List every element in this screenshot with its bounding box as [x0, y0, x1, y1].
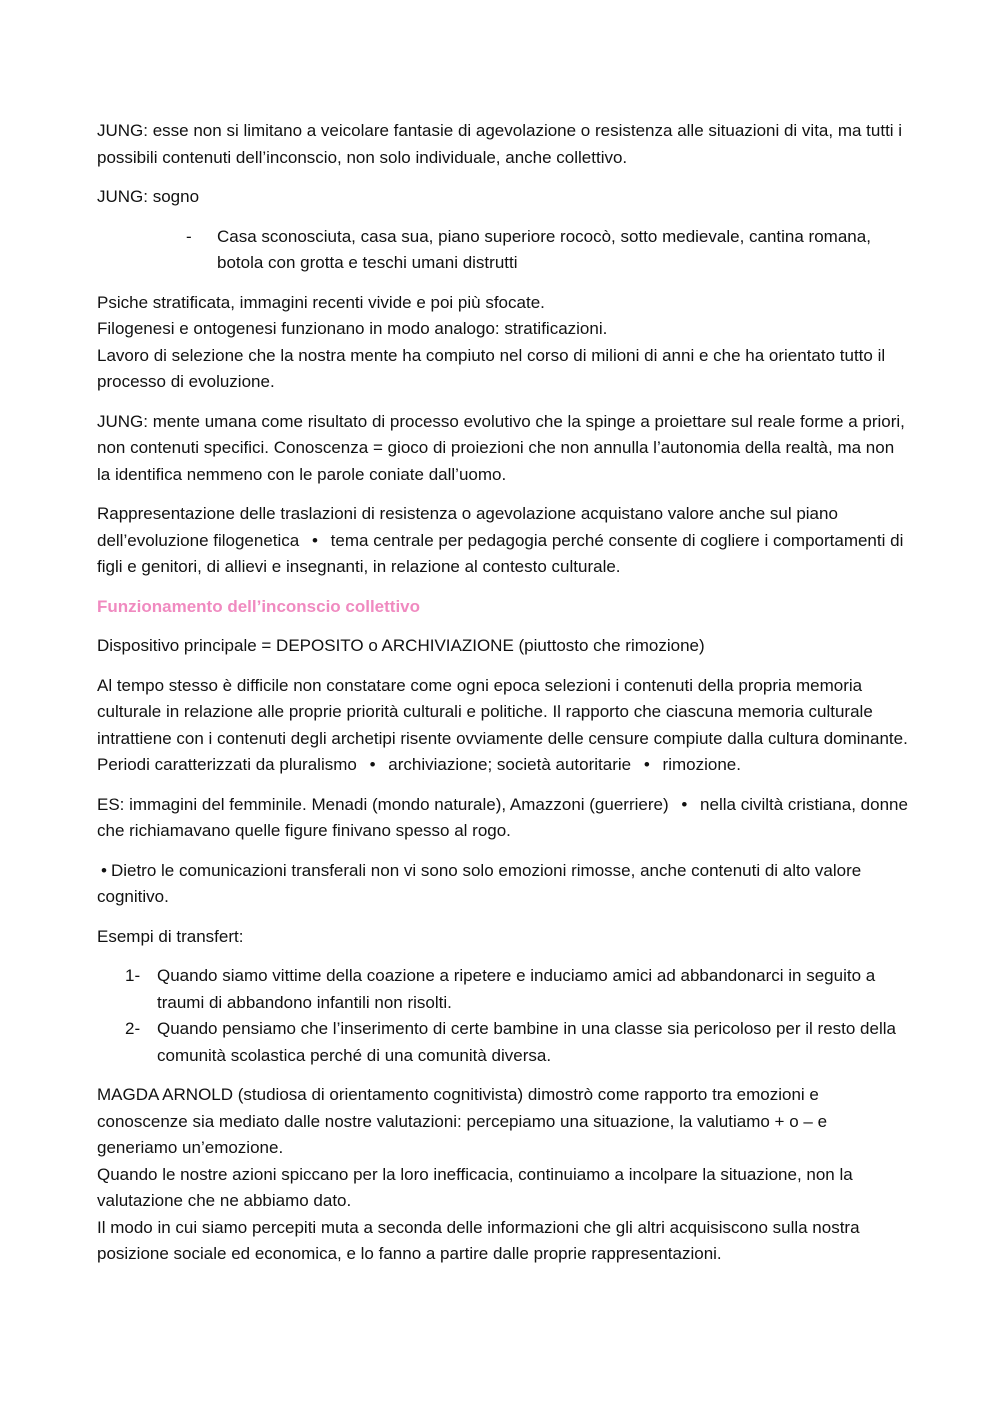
transferential-text: Dietro le comunicazioni transferali non vi sono solo emozioni rimosse, anche contenuti di alto valore cognitivo. — [97, 860, 862, 906]
paragraph-cultural-memory — [97, 673, 909, 779]
paragraph-representation — [97, 501, 909, 581]
transfert-examples-list — [97, 963, 909, 1069]
stratified-line-1: Psiche stratificata, immagini recenti vivide e poi più sfocate. — [97, 292, 545, 312]
paragraph-jung-dream: JUNG: sogno — [97, 187, 200, 206]
stratified-line-2: Filogenesi e ontogenesi funzionano in modo analogo: stratificazioni. — [97, 319, 608, 338]
feminine-text-a: ES: immagini del femminile. Menadi (mondo naturale), Amazzoni (guerriere) — [97, 794, 669, 814]
document-page — [97, 118, 909, 1281]
arnold-line-1: MAGDA ARNOLD (studiosa di orientamento cognitivista) dimostrò come rapporto tra emozioni e conoscenze sia mediato dalle nostre valutazioni: percepiamo una situazione, la valutiamo + o – e generiamo un’emozione. — [97, 1085, 828, 1157]
paragraph-feminine-images — [97, 792, 909, 845]
arnold-line-2: Quando le nostre azioni spiccano per la loro inefficacia, continuiamo a incolpare la situazione, non la valutazione che ne abbiamo dato. — [97, 1164, 853, 1210]
cultural-memory-text-c: rimozione. — [662, 755, 741, 774]
paragraph-jung-mind: JUNG: mente umana come risultato di processo evolutivo che la spinge a proiettare sul reale forme a priori, non contenuti specifici. Conoscenza = gioco di proiezioni che non annulla l’autonomia della realtà, ma non la identifica nemmeno con le parole coniate dall’uomo. — [97, 411, 905, 484]
list-item — [97, 1016, 909, 1069]
representation-text-a: Rappresentazione delle traslazioni di resistenza o agevolazione acquistano valore anche sul piano dell’evoluzione filogenetica — [97, 504, 838, 550]
paragraph-magda-arnold — [97, 1082, 909, 1268]
bullet-icon: • — [643, 755, 650, 774]
bullet-icon: • — [681, 794, 688, 814]
dash-marker: - — [186, 226, 192, 246]
dream-list-item — [97, 224, 909, 277]
bullet-icon: • — [369, 755, 376, 774]
cultural-memory-text-a: Al tempo stesso è difficile non constatare come ogni epoca selezioni i contenuti della propria memoria culturale in relazione alle proprie priorità culturali e politiche. Il rapporto che ciascuna memoria culturale intrattiene con i contenuti degli archetipi risente ovviamente delle censure compiute dalla cultura dominante. Periodi caratterizzati da pluralismo — [97, 675, 908, 774]
list-number: 2- — [125, 1019, 141, 1038]
arnold-line-3: Il modo in cui siamo percepiti muta a seconda delle informazioni che gli altri acquisiscono sulla nostra posizione sociale ed economica, e lo fanno a partire dalle proprie rappresentazioni. — [97, 1217, 860, 1263]
paragraph-main-device: Dispositivo principale = DEPOSITO o ARCHIVIAZIONE (piuttosto che rimozione) — [97, 636, 705, 655]
bullet-icon: • — [311, 530, 318, 550]
dream-item-text: Casa sconosciuta, casa sua, piano superiore rococò, sotto medievale, cantina romana, botola con grotta e teschi umani distrutti — [217, 226, 871, 272]
paragraph-transfert-examples-label: Esempi di transfert: — [97, 926, 244, 946]
list-item-text: Quando siamo vittime della coazione a ripetere e induciamo amici ad abbandonarci in seguito a traumi di abbandono infantili non risolti. — [157, 966, 876, 1012]
list-item-text: Quando pensiamo che l’inserimento di certe bambine in una classe sia pericoloso per il resto della comunità scolastica perché di una comunità diversa. — [157, 1019, 896, 1065]
paragraph-stratified-psyche — [97, 290, 909, 396]
list-item — [97, 963, 909, 1016]
bullet-icon: • — [101, 860, 107, 880]
stratified-line-3: Lavoro di selezione che la nostra mente ha compiuto nel corso di milioni di anni e che ha orientato tutto il processo di evoluzione. — [97, 345, 886, 391]
section-heading: Funzionamento dell’inconscio collettivo — [97, 596, 421, 616]
feminine-text-b: nella civiltà cristiana, donne che richiamavano quelle figure finivano spesso al rogo. — [97, 794, 908, 840]
paragraph-jung-contents: JUNG: esse non si limitano a veicolare fantasie di agevolazione o resistenza alle situazioni di vita, ma tutti i possibili contenuti dell’inconscio, non solo individuale, anche collettivo. — [97, 121, 903, 167]
paragraph-transferential — [97, 858, 909, 911]
cultural-memory-text-b: archiviazione; società autoritarie — [388, 755, 632, 774]
list-number: 1- — [125, 966, 141, 985]
representation-text-b: tema centrale per pedagogia perché consente di cogliere i comportamenti di figli e genitori, di allievi e insegnanti, in relazione al contesto culturale. — [97, 530, 904, 576]
